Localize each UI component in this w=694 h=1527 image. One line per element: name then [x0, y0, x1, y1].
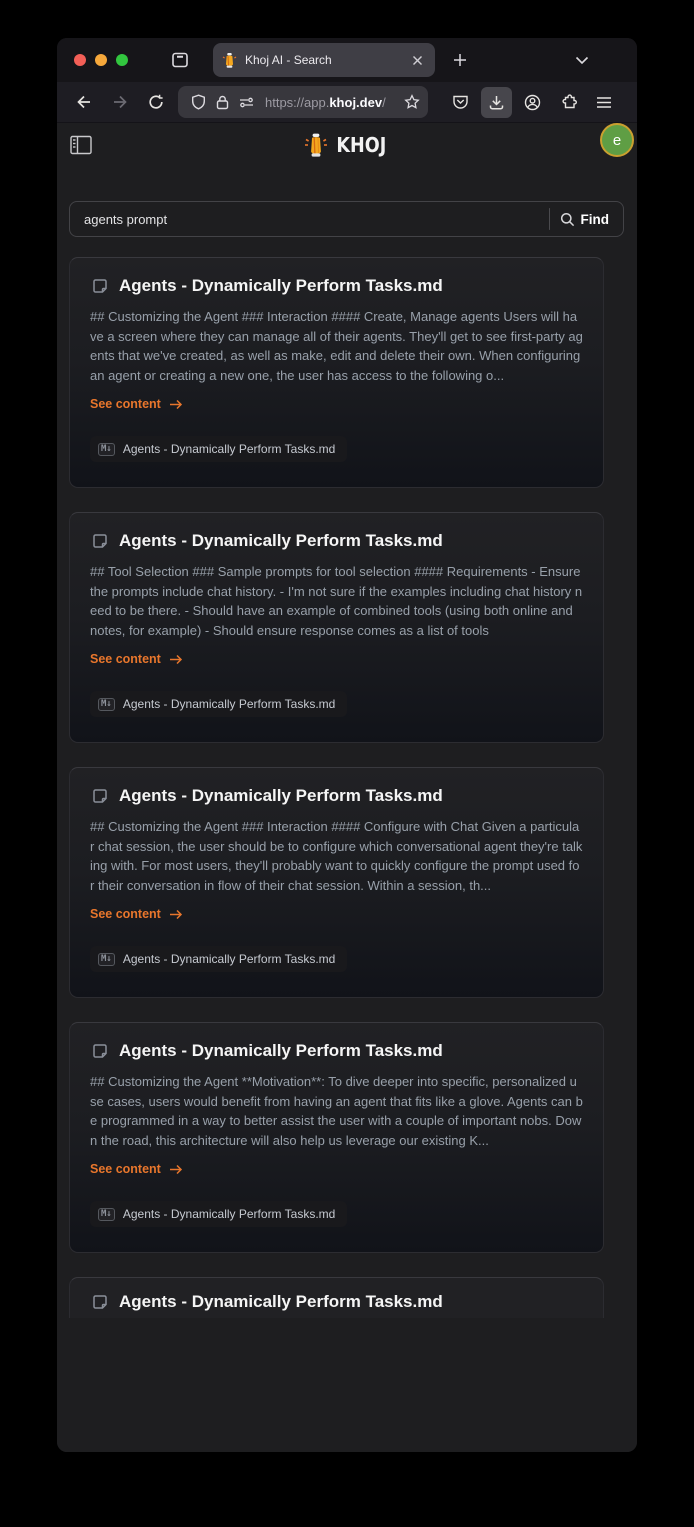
result-title: Agents - Dynamically Perform Tasks.md	[119, 1041, 443, 1060]
tab-bar	[57, 38, 637, 82]
file-chip[interactable]	[90, 946, 347, 972]
find-button[interactable]	[550, 212, 624, 227]
url-text[interactable]: https://app.khoj.dev/	[265, 94, 386, 110]
browser-tab[interactable]	[213, 43, 435, 77]
bookmark-star-icon[interactable]	[404, 94, 420, 110]
khoj-lantern-logo-icon	[304, 132, 328, 159]
markdown-file-icon: M↓	[98, 443, 115, 456]
result-snippet: ## Customizing the Agent ### Interaction #### Configure with Chat Given a particular chat session, the user should be to configure which conversational agent they're talking with. For most users, they'll probably want to quickly configure the prompt used for their conversation in flow of their chat session. Within a session, th...	[90, 819, 583, 893]
zoom-window-button[interactable]	[116, 54, 128, 66]
file-chip-label: Agents - Dynamically Perform Tasks.md	[122, 442, 336, 456]
result-title: Agents - Dynamically Perform Tasks.md	[119, 786, 443, 805]
url-bar[interactable]	[178, 86, 428, 118]
tab-favicon-lantern-icon	[222, 52, 237, 69]
search-results	[69, 257, 604, 1318]
result-card[interactable]	[69, 257, 604, 488]
arrow-right-icon	[169, 1164, 183, 1175]
lock-icon[interactable]	[216, 95, 229, 110]
result-title: Agents - Dynamically Perform Tasks.md	[119, 1292, 443, 1311]
navigation-toolbar	[57, 82, 637, 123]
markdown-file-icon: M↓	[98, 1208, 115, 1221]
result-card[interactable]	[69, 512, 604, 743]
markdown-file-icon: M↓	[98, 698, 115, 711]
markdown-file-icon: M↓	[98, 953, 115, 966]
see-content-link[interactable]: See content	[90, 652, 183, 666]
arrow-right-icon	[169, 399, 183, 410]
note-icon	[90, 531, 110, 551]
extensions-puzzle-icon[interactable]	[553, 87, 584, 118]
tab-close-icon[interactable]	[409, 52, 426, 69]
search-input[interactable]: agents prompt	[84, 211, 168, 227]
search-icon	[560, 212, 575, 227]
find-label: Find	[580, 211, 609, 227]
file-chip[interactable]	[90, 436, 347, 462]
forward-icon[interactable]	[106, 88, 134, 116]
result-title: Agents - Dynamically Perform Tasks.md	[119, 276, 443, 295]
file-chip-label: Agents - Dynamically Perform Tasks.md	[122, 697, 336, 711]
brand-wordmark: KHOJ	[336, 133, 387, 157]
note-icon	[90, 1292, 110, 1312]
new-tab-button[interactable]	[449, 49, 471, 71]
see-content-link[interactable]: See content	[90, 907, 183, 921]
close-window-button[interactable]	[74, 54, 86, 66]
firefox-view-icon[interactable]	[170, 50, 190, 70]
result-card[interactable]	[69, 767, 604, 998]
khoj-search-page	[57, 123, 637, 1452]
file-chip[interactable]	[90, 691, 347, 717]
tracking-protection-shield-icon[interactable]	[191, 94, 206, 110]
see-content-link[interactable]: See content	[90, 397, 183, 411]
arrow-right-icon	[169, 909, 183, 920]
search-bar[interactable]	[69, 201, 624, 237]
account-icon[interactable]	[517, 87, 548, 118]
khoj-brand	[57, 123, 637, 167]
result-snippet: ## Customizing the Agent **Motivation**: To dive deeper into specific, personalized use cases, users would benefit from having an agent that fits like a glove. Agents can be programmed in a way to better assist the user with a couple of important nobs. Down the road, this architecture will also help us leverage our existing K...	[90, 1074, 583, 1148]
arrow-right-icon	[169, 654, 183, 665]
result-snippet: ## Customizing the Agent ### Interaction #### Create, Manage agents Users will have a screen where they can manage all of their agents. They'll get to see first-party agents that we've created, as well as make, edit and delete their own. When configuring an agent or creating a new one, the user has access to the following o...	[90, 309, 583, 383]
result-snippet: ## Tool Selection ### Sample prompts for tool selection #### Requirements - Ensure the prompts include chat history. - I'm not sure if the examples including chat history need to be there. - Should have an example of combined tools (using both online and notes, for example) - Should ensure response comes as a list of tools	[90, 564, 583, 638]
reload-icon[interactable]	[142, 88, 170, 116]
menu-hamburger-icon[interactable]	[589, 89, 619, 116]
result-card[interactable]	[69, 1022, 604, 1253]
traffic-lights	[74, 54, 128, 66]
toolbar-right-icons	[440, 87, 619, 118]
see-content-link[interactable]: See content	[90, 1162, 183, 1176]
downloads-icon[interactable]	[481, 87, 512, 118]
file-chip-label: Agents - Dynamically Perform Tasks.md	[122, 1207, 336, 1221]
pocket-icon[interactable]	[445, 87, 476, 117]
back-icon[interactable]	[70, 88, 98, 116]
permissions-toggles-icon[interactable]	[239, 96, 254, 109]
note-icon	[90, 276, 110, 296]
minimize-window-button[interactable]	[95, 54, 107, 66]
sidebar-toggle-icon[interactable]	[69, 134, 93, 156]
note-icon	[90, 786, 110, 806]
note-icon	[90, 1041, 110, 1061]
browser-window	[57, 38, 637, 1452]
page-header	[57, 123, 637, 167]
result-card-partial[interactable]	[69, 1277, 604, 1318]
file-chip-label: Agents - Dynamically Perform Tasks.md	[122, 952, 336, 966]
list-all-tabs-chevron-icon[interactable]	[575, 56, 589, 65]
result-title: Agents - Dynamically Perform Tasks.md	[119, 531, 443, 550]
tab-title: Khoj AI - Search	[245, 53, 332, 67]
file-chip[interactable]	[90, 1201, 347, 1227]
avatar[interactable]: e	[600, 123, 634, 157]
